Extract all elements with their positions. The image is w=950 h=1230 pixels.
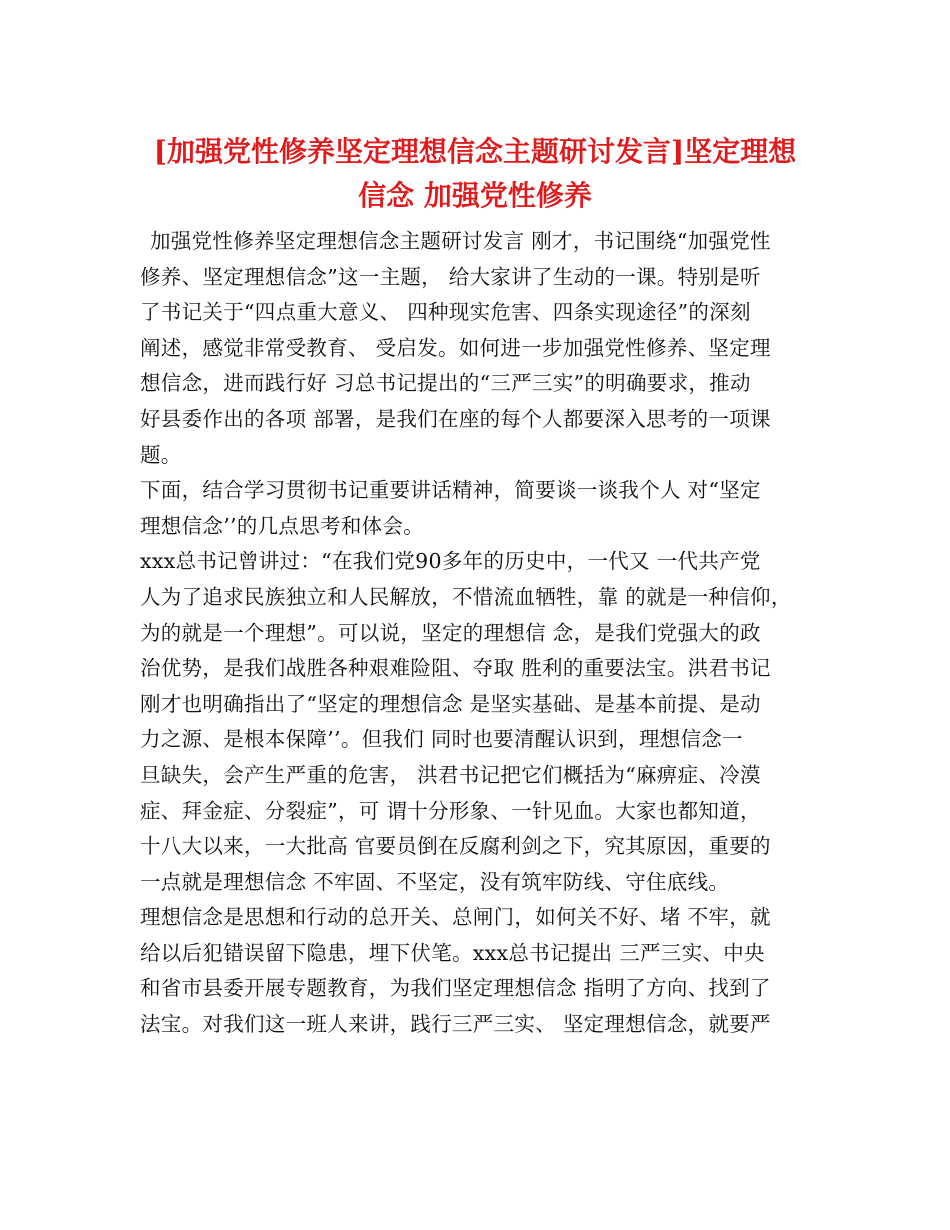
body-line: 一点就是理想信念 不牢固、不坚定，没有筑牢防线、守住底线。 <box>140 869 730 894</box>
body-line: 想信念，进而践行好 习总书记提出的“三严三实”的明确要求，推动 <box>140 371 751 396</box>
body-line: 和省市县委开展专题教育，为我们坚定理想信念 指明了方向、找到了 <box>140 976 771 1001</box>
body-line: 刚才也明确指出了“坚定的理想信念 是坚实基础、是基本前提、是动 <box>140 691 761 716</box>
body-line: 旦缺失，会产生严重的危害， 洪君书记把它们概括为“麻痹症、冷漠 <box>140 762 761 787</box>
document-title-line-2: 信念 加强党性修养 <box>358 179 592 212</box>
document-title-line-1: [加强党性修养坚定理想信念主题研讨发言]坚定理想 <box>153 135 797 168</box>
body-line: 为的就是一个理想”。可以说，坚定的理想信 念，是我们党强大的政 <box>140 620 761 645</box>
body-line: 加强党性修养坚定理想信念主题研讨发言 刚才，书记围绕“加强党性 <box>150 229 771 253</box>
body-line: 人为了追求民族独立和人民解放，不惜流血牺牲，靠 的就是一种信仰， <box>140 584 792 609</box>
body-line: xxx总书记曾讲过：“在我们党90多年的历史中，一代又 一代共产党 <box>140 549 761 574</box>
body-line: 下面，结合学习贯彻书记重要讲话精神，简要谈一谈我个人 对“坚定 <box>140 478 761 503</box>
body-line: 治优势，是我们战胜各种艰难险阻、夺取 胜利的重要法宝。洪君书记 <box>140 656 771 681</box>
body-line: 给以后犯错误留下隐患，埋下伏笔。xxx总书记提出 三严三实、中央 <box>140 940 765 965</box>
body-line: 症、拜金症、分裂症”，可 谓十分形象、一针见血。大家也都知道， <box>140 798 761 823</box>
body-line: 十八大以来，一大批高 官要员倒在反腐利剑之下，究其原因，重要的 <box>140 834 771 859</box>
body-line: 了书记关于“四点重大意义、 四种现实危害、四条实现途径”的深刻 <box>140 300 751 325</box>
body-line: 阐述，感觉非常受教育、 受启发。如何进一步加强党性修养、坚定理 <box>140 335 771 360</box>
body-line: 题。 <box>140 442 182 467</box>
document-body <box>140 224 830 1043</box>
body-line: 理想信念’’的几点思考和体会。 <box>140 513 425 538</box>
body-line: 修养、坚定理想信念”这一主题， 给大家讲了生动的一课。特别是听 <box>140 264 761 289</box>
body-line: 力之源、是根本保障’’。但我们 同时也要清醒认识到，理想信念一 <box>140 727 743 752</box>
body-line: 好县委作出的各项 部署，是我们在座的每个人都要深入思考的一项课 <box>140 406 771 431</box>
body-line: 理想信念是思想和行动的总开关、总闸门，如何关不好、堵 不牢，就 <box>140 905 771 930</box>
body-line: 法宝。对我们这一班人来讲，践行三严三实、 坚定理想信念，就要严 <box>140 1012 771 1037</box>
